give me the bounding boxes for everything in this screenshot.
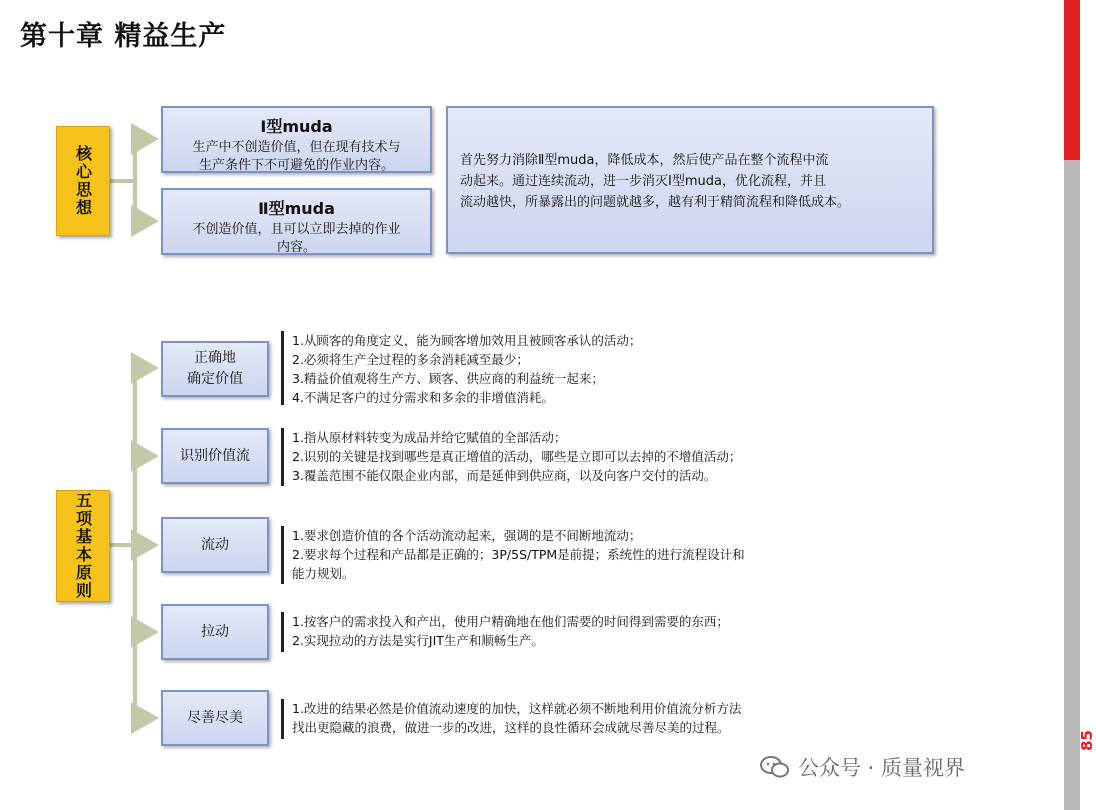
core-summary-line: 首先努力消除Ⅱ型muda，降低成本，然后使产品在整个流程中流 [460,153,829,168]
watermark-text: 公众号 · 质量视界 [798,756,966,780]
principle-desc-line: 2.实现拉动的方法是实行JIT生产和顺畅生产。 [292,633,544,648]
principle-desc-line: 1.改进的结果必然是价值流动速度的加快，这样就必须不断地利用价值流分析方法 [292,701,742,716]
page-number: 85 [1078,730,1096,751]
principle-name-line: 识别价值流 [180,447,250,464]
muda-type1-title: Ⅰ型muda [260,117,333,136]
page-title: 第十章 精益生产 [20,21,227,52]
principle-desc-flow [281,526,745,584]
principles-label-box [56,490,110,602]
principle-desc-line: 找出更隐藏的浪费，做进一步的改进，这样的良性循环会成就尽善尽美的过程。 [292,720,730,735]
principle-desc-line: 2.要求每个过程和产品都是正确的；3P/5S/TPM是前提；系统性的进行流程设计和 [292,547,745,562]
muda-type1-text-line: 生产中不创造价值，但在现有技术与 [192,140,401,155]
core-summary-box [446,106,934,254]
principle-box-value-stream [161,428,269,484]
principle-box-perfection [161,690,269,746]
principle-desc-pull [281,612,729,652]
muda-type2-title: Ⅱ型muda [258,199,335,218]
muda-type2-text-line: 不创造价值，且可以立即去掉的作业 [192,222,401,237]
core-summary-line: 流动越快，所暴露出的问题就越多，越有利于精简流程和降低成本。 [460,195,851,210]
principle-desc-value [281,331,641,405]
principle-name-line: 确定价值 [187,371,243,387]
watermark [760,752,965,782]
principle-name-line: 正确地 [194,350,236,366]
muda-type2-box [161,188,432,255]
principle-desc-line: 2.必须将生产全过程的多余消耗减至最少； [292,352,529,367]
principle-desc-line: 1.要求创造价值的各个活动流动起来，强调的是不间断地流动； [292,528,642,543]
principle-box-value [161,341,269,397]
principle-desc-line: 3.精益价值观将生产方、顾客、供应商的利益统一起来； [292,371,604,386]
muda-type1-box [161,106,432,173]
wechat-icon [760,755,790,779]
principle-name-line: 拉动 [201,623,229,640]
core-idea-label-box [56,126,110,236]
principle-desc-line: 能力规划。 [292,566,355,581]
principles-label: 五项基本原则 [73,492,93,600]
principle-desc-line: 1.按客户的需求投入和产出，使用户精确地在他们需要的时间得到需要的东西； [292,614,729,629]
principle-desc-line: 2.识别的关键是找到哪些是真正增值的活动，哪些是立即可以去掉的不增值活动； [292,449,742,464]
core-idea-label: 核心思想 [73,145,93,217]
muda-type1-text-line: 生产条件下不可避免的作业内容。 [198,158,394,173]
principle-box-flow [161,517,269,573]
principle-name-line: 流动 [201,536,229,553]
principle-desc-line: 3.覆盖范围不能仅限企业内部，而是延伸到供应商，以及向客户交付的活动。 [292,468,717,483]
principle-desc-line: 1.从顾客的角度定义，能为顾客增加效用且被顾客承认的活动； [292,333,642,348]
principle-desc-line: 4.不满足客户的过分需求和多余的非增值消耗。 [292,390,554,405]
muda-type2-text-line: 内容。 [276,240,316,255]
principle-desc-perfection [281,699,741,739]
principle-box-pull [161,604,269,660]
core-summary-line: 动起来。通过连续流动，进一步消灭Ⅰ型muda，优化流程，并且 [460,174,826,189]
principle-desc-value-stream [281,428,741,486]
principle-name-line: 尽善尽美 [187,709,243,726]
principle-desc-line: 1.指从原材料转变为成品并给它赋值的全部活动； [292,430,567,445]
